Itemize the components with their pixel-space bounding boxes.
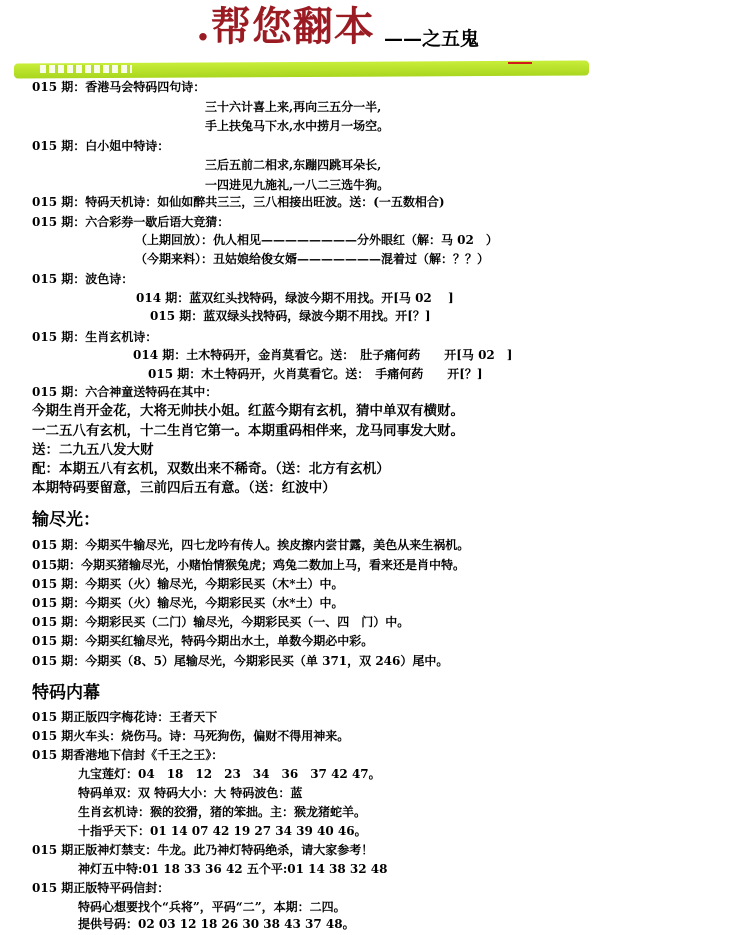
- header-red-mark: [508, 62, 532, 64]
- line: 015 期：特码天机诗：如仙如醉共三三，三八相接出旺波。送：(一五数相合): [32, 195, 445, 209]
- line: 九宝莲灯：04 18 12 23 34 36 37 42 47。: [78, 767, 381, 781]
- line: 015 期：波色诗：: [32, 272, 134, 286]
- section-heading-inside: 特码内幕: [32, 683, 100, 703]
- line: 015 期：生肖玄机诗：: [32, 330, 158, 344]
- line: 015 期香港地下信封《千王之王》：: [32, 748, 224, 762]
- line: 014 期：土木特码开，金肖莫看它。送： 肚子痛何药 开[马 02 ]: [133, 348, 513, 362]
- line: 生肖玄机诗：猴的狡猾，猪的笨拙。主：猴龙猪蛇羊。: [78, 805, 367, 819]
- header-bar-stripe: [40, 65, 132, 73]
- line: 本期特码要留意，三前四后五有意。（送：红波中）: [32, 480, 336, 496]
- line: 015 期：今期买（火）输尽光，今期彩民买（木*土）中。: [32, 577, 344, 591]
- line: 015 期：今期彩民买（二门）输尽光，今期彩民买（一、四 门）中。: [32, 615, 410, 629]
- line: 015 期：今期买红输尽光，特码今期出水土，单数今期必中彩。: [32, 634, 374, 648]
- line: 015 期正版神灯禁支：牛龙。此乃神灯特码绝杀，请大家参考！: [32, 843, 374, 857]
- line: 配：本期五八有玄机，双数出来不稀奇。（送：北方有玄机）: [32, 461, 390, 477]
- byline: ——之五鬼: [384, 28, 480, 50]
- line: 三十六计喜上来,再向三五分一半,: [205, 100, 382, 114]
- line: 015 期：今期买（8、5）尾输尽光，今期彩民买（单 371，双 246）尾中。: [32, 654, 449, 668]
- line: 015 期：木土特码开，火肖莫看它。送： 手痛何药 开[？]: [148, 367, 483, 381]
- line: 特码心想要找个“兵将”，平码“二”，本期：二四。: [78, 900, 346, 914]
- line: 一二五八有玄机，十二生肖它第一。本期重码相伴来，龙马同事发大财。: [32, 423, 464, 439]
- line: 三后五前二相求,东蹦四跳耳朵长,: [205, 158, 382, 172]
- line: 手上扶兔马下水,水中捞月一场空。: [205, 119, 390, 133]
- line: 神灯五中特:01 18 33 36 42 五个平:01 14 38 32 48: [78, 862, 388, 876]
- line: 提供号码：02 03 12 18 26 30 38 43 37 48。: [78, 917, 355, 931]
- line: 015 期：蓝双绿头找特码，绿波今期不用找。开[？]: [150, 309, 431, 323]
- line: 一四进见九施礼,一八二三选牛狗。: [205, 178, 390, 192]
- header-banner: [0, 0, 744, 86]
- line: 014 期：蓝双红头找特码，绿波今期不用找。开[马 02 ]: [136, 291, 454, 305]
- line: 015 期正版特平码信封：: [32, 881, 170, 895]
- section-heading-lose: 输尽光：: [32, 510, 100, 530]
- line: 015 期：六合神童送特码在其中：: [32, 385, 218, 399]
- line: 特码单双：双 特码大小：大 特码波色：蓝: [78, 786, 303, 800]
- line: 015 期正版四字梅花诗：王者天下: [32, 710, 218, 724]
- line: （上期回放）：仇人相见————————分外眼红（解：马 02 ）: [135, 233, 498, 247]
- page-title: .帮您翻本: [196, 3, 375, 50]
- line: 今期生肖开金花，大将无帅扶小姐。红蓝今期有玄机，猜中单双有横财。: [32, 403, 464, 419]
- line: 十指乎天下：01 14 07 42 19 27 34 39 40 46。: [78, 824, 367, 838]
- line: 015期：今期买猪输尽光，小赌怡情猴兔虎；鸡兔二数加上马，看来还是肖中特。: [32, 558, 466, 572]
- line: （今期来料）：丑姑娘给俊女婿———————混着过（解：？？）: [135, 252, 490, 266]
- line: 015 期：香港马会特码四句诗：: [32, 80, 206, 94]
- line: 015 期：六合彩券一歇后语大竞猜：: [32, 215, 230, 229]
- line: 015 期：白小姐中特诗：: [32, 139, 170, 153]
- line: 015 期火车头：烧伤马。诗：马死狗伤，偏财不得用神来。: [32, 729, 350, 743]
- line: 送：二九五八发大财: [32, 442, 154, 458]
- line: 015 期：今期买牛输尽光，四七龙吟有传人。挨皮擦内尝甘露，美色从来生祸机。: [32, 538, 470, 552]
- line: 015 期：今期买（火）输尽光，今期彩民买（水*土）中。: [32, 596, 344, 610]
